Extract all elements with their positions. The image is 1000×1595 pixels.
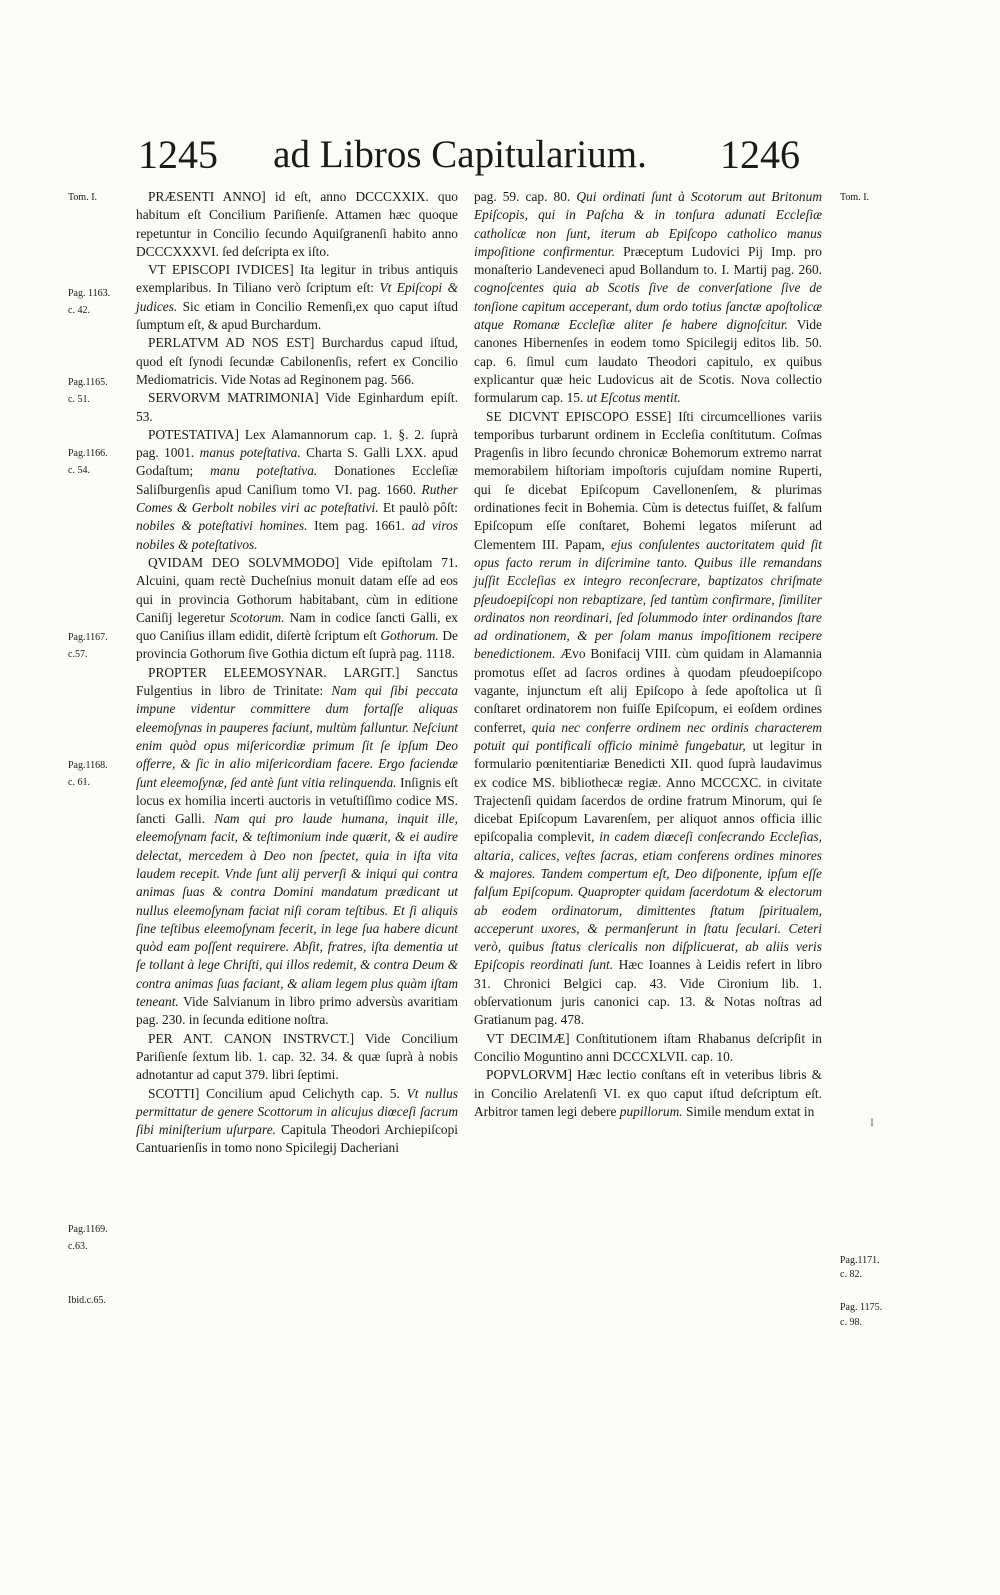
text-run: Hæc Ioannes à Leidis refert in libro 31. Chronici Belgici cap. 43. Vide Cironium lib. 1. obſervationum juris canonici cap. 13. & Notas noſtras ad Gratianum pag. 478. <box>474 957 822 1028</box>
page-header <box>120 130 800 180</box>
text-run: Nam in codice ſancti Galli, ex quo Caniſius illam edidit, diſertè ſcriptum eſt <box>136 609 458 644</box>
margin-note: c. 51. <box>68 394 90 405</box>
italic-text: manus poteſtativa. <box>199 445 301 461</box>
text-run: Præceptum Ludovici Pij Imp. pro monaſterio Landeveneci apud Bollandum to. I. Martij pag. 260. <box>474 243 822 278</box>
paragraph <box>136 334 458 389</box>
italic-text: in cadem diœceſi conſecrando Eccleſias, altaria, calices, veſtes ſacras, etiam conferens ordines minores & majores. Tandem compertum eſt, Deo diſponente, ipſum eſſe falſum Epiſcopum. Quapropter quidam ſacerdotum & electorum ab eodem ordinatorum, dimittentes ſtatum ſpiritualem, acceperunt uxores, & permanſerunt in ſtatu ſeculari. Ceteri verò, quibus ſtatus clericalis non diſplicuerat, ab aliis veris Epiſcopis reordinati ſunt. <box>474 829 822 973</box>
paragraph <box>136 389 458 426</box>
page-number-right: 1246 <box>720 132 800 177</box>
margin-note: c.63. <box>68 1241 88 1252</box>
text-run: Vide Salvianum in libro primo adversùs avaritiam pag. 230. in ſecunda editione noſtra. <box>136 994 458 1028</box>
text-run: pag. 59. cap. 80. <box>474 189 577 204</box>
italic-text: nobiles & poteſtativi homines. <box>136 518 308 534</box>
italic-text: Gothorum. <box>380 628 439 644</box>
text-run: SERVORVM MATRIMONIA] Vide Eginhardum epiſt. 53. <box>136 390 458 424</box>
margin-note: Pag.1167. <box>68 632 108 643</box>
italic-text: Vt nullus permittatur de genere Scottorum in alicujus diœceſi ſacrum ſibi miniſterium uſurpare. <box>136 1085 458 1138</box>
text-run: PERLATVM AD NOS EST] Burchardus capud iſtud, quod eſt ſynodi ſecundæ Cabilonenſis, refert ex Concilio Mediomatricis. Vide Notas ad Reginonem pag. 566. <box>136 335 458 387</box>
paragraph <box>474 408 822 1030</box>
italic-text: ejus conſulentes auctoritatem quid ſit opus facto rerum in diſcrimine tanto. Quibus ille remandans juſſit Eccleſias ex integro reconſecrare, baptizatos chriſmate pſeudoepiſcopi non rebaptizare, ſed tantùm confirmare, ſimiliter ordinatos non reordinari, ſed ſolummodo inter ordinandos ſtare ad ordinationem, & per ſolam manus impoſitionem recipere benedictionem. <box>474 536 822 662</box>
text-run: POPVLORVM] Hæc lectio conſtans eſt in veteribus libris & in Concilio Arelatenſi VI. ex quo caput iſtud deſcriptum eſt. Arbitror tamen legi debere <box>474 1067 822 1119</box>
margin-note: Pag.1165. <box>68 377 108 388</box>
text-run: PER ANT. CANON INSTRVCT.] Vide Concilium Pariſienſe ſextum lib. 1. cap. 32. 34. & quæ ſuprà à nobis adnotantur ad caput 379. libri ſeptimi. <box>136 1030 458 1083</box>
margin-note: c. 42. <box>68 305 90 316</box>
text-run: Simile mendum extat in <box>682 1103 815 1119</box>
margin-note: Pag. 1163. <box>68 288 111 299</box>
italic-text: quia nec conferre ordinem nec ordinis characterem potuit qui pontificali officio minimè fungebatur, <box>474 719 823 753</box>
italic-text: Nam qui ſibi peccata impune videntur committere dum fortaſſe aliquas eleemoſynas in pauperes faciunt, multùm falluntur. Neſciunt enim quòd opus miſericordiæ primum ſit ſe ipſum Deo offerre, & ſic in alio miſericordiam facere. Ergo faciendæ ſunt eleemoſynæ, ſed antè ſunt vitia relinquenda. <box>136 683 458 790</box>
margin-note: c. 61. <box>68 777 90 788</box>
text-run: Inſignis eſt locus ex homilia incerti auctoris in vetuſtiſſimo codice MS. ſancti Galli. <box>136 774 459 827</box>
text-run: SE DICVNT EPISCOPO ESSE] Iſti circumcelliones variis temporibus turbarunt ordinem in Eccleſia conſtitutum. Coſmas Pragenſis in libro ſecundo chronicæ Bohemorum extremo narrat memorabilem hiſtoriam impoſtoris cujuſdam nomine Ruperti, qui ſe dicebat Epiſcopum Cavellonenſem, & plurimas ordinationes fecit in Bohemia. Cùm is detectus fuiſſet, & falſum Epiſcopum eſſe conſtaret, Bohemi legatos miſerunt ad Clementem III. Papam, <box>474 408 822 552</box>
text-run: Et paulò pôſt: <box>378 500 458 516</box>
paragraph <box>136 261 458 334</box>
margin-note: Ibid.c.65. <box>68 1295 107 1306</box>
italic-text: Nam qui pro laude humana, inquit ille, eleemoſynam facit, & teſtimonium inde quærit, & ei audire delectat, mercedem à Deo non ſpectet, quia in iſta vita laudem recepit. Vnde ſunt alij perverſi & iniqui qui contra animas ſuas & contra Domini mandatum prædicant ut nullus eleemoſynam faciat niſi coram teſtibus. Et ſi aliquis ſine teſtibus eleemoſynam fecerit, in lege ſua habere dicunt quòd eam poſſent requirere. Abſit, fratres, iſta dementia ut ſe tollant à lege Chriſti, qui illos redemit, & contra Deum & contra animas ſuas faciant, & aliam legem plus quàm iſtam teneant. <box>136 811 459 1010</box>
margin-note: Pag.1166. <box>68 448 108 459</box>
text-run: ut legitur in formulario pœnitentiariæ Benedicti XII. quod ſuprà laudavimus ex codice MS. bibliothecæ regiæ. Anno MCCCXC. in civitate Trajectenſi quidam ſacerdos de ordine fratrum Minorum, qui ſe dicebat Epiſcopum Lavarenſem, per aliquot annos officia illic epiſcopalia complevit, <box>474 737 822 845</box>
margin-note: c.57. <box>68 649 88 660</box>
right-text-column <box>474 188 822 1121</box>
italic-text: pupillorum. <box>619 1103 683 1119</box>
italic-text: Ruther Comes & Gerbolt nobiles viri ac poteſtativi. <box>136 481 458 516</box>
left-text-column <box>136 188 458 1158</box>
text-run: Sic etiam in Concilio Remenſi,ex quo caput iſtud ſumptum eſt, & apud Burchardum. <box>136 298 458 333</box>
text-run: SCOTTI] Concilium apud Celichyth cap. 5. <box>148 1085 407 1101</box>
text-run: Capitula Theodori Archiepiſcopi Cantuarienſis in tomo nono Spicilegij Dacheriani <box>136 1122 458 1156</box>
margin-note: Tom. I. <box>68 192 98 203</box>
paragraph <box>136 554 458 664</box>
paragraph <box>136 188 458 261</box>
text-run: PRÆSENTI ANNO] id eſt, anno DCCCXXIX. quo habitum eſt Concilium Pariſienſe. Attamen hæc quoque repetuntur in Concilio ſecundo Aquiſgranenſi habito anno DCCCXXXVI. ſed deſcripta ex iſto. <box>136 189 458 259</box>
paragraph <box>474 188 822 408</box>
margin-note: Tom. I. <box>840 192 870 203</box>
italic-text: ad viros nobiles & poteſtativos. <box>136 518 458 552</box>
text-run: VT EPISCOPI IVDICES] Ita legitur in tribus antiquis exemplaribus. In Tiliano verò ſcriptum eſt: <box>136 262 458 296</box>
text-run: VT DECIMÆ] Conſtitutionem iſtam Rhabanus deſcripſit in Concilio Moguntino anni DCCCXLVII. cap. 10. <box>474 1030 822 1064</box>
margin-note: c. 82. <box>840 1269 862 1280</box>
margin-note: Pag.1169. <box>68 1224 108 1235</box>
italic-text: Scotorum. <box>229 609 285 625</box>
paragraph <box>474 1066 822 1121</box>
text-run: POTESTATIVA] Lex Alamannorum cap. 1. §. 2. ſuprà pag. 1001. <box>136 426 458 461</box>
page-number-left: 1245 <box>138 132 218 177</box>
margin-note: Pag. 1175. <box>840 1302 883 1313</box>
margin-note: c. 54. <box>68 465 90 476</box>
paragraph <box>474 1030 822 1067</box>
italic-text: Qui ordinati ſunt à Scotorum aut Britonum Epiſcopis, qui in Paſcha & in tonſura adunati Eccleſiæ catholicæ non ſunt, iterum ab Epiſcopo catholico manus impoſitione confirmentur. <box>474 189 822 259</box>
italic-text: cognoſcentes quia ab Scotis ſive de converſatione ſive de tonſione capitum acceperant, dum ordo totius ſanctæ apoſtolicæ atque Romanæ Eccleſiæ aliter ſe habere dignoſcitur. <box>474 280 822 333</box>
text-run: Vide canones Hibernenſes in eodem tomo Spicilegij editos lib. 50. cap. 6. ſimul cum laudato Theodori capitulo, ex quibus explicantur quæ heic Ludovicus ait de Scotis. Nova collectio formularum cap. 15. <box>474 317 822 406</box>
running-title: ad Libros Capitularium. <box>273 133 647 176</box>
paragraph <box>136 1085 458 1158</box>
margin-note: Pag.1168. <box>68 760 108 771</box>
paragraph <box>136 664 458 1030</box>
paragraph <box>136 426 458 554</box>
stray-mark: I <box>870 1115 874 1129</box>
text-run: PROPTER ELEEMOSYNAR. LARGIT.] Sanctus Fulgentius in libro de Trinitate: <box>136 664 458 699</box>
text-run: De provincia Gothorum ſive Gothia dictum eſt ſuprà pag. 1118. <box>136 628 458 662</box>
text-run: Donationes Eccleſiæ Saliſburgenſis apud Caniſium tomo VI. pag. 1660. <box>136 463 458 497</box>
italic-text: ut Eſcotus mentit. <box>586 390 681 406</box>
text-run: Ævo Bonifacij VIII. cùm quidam in Alamannia promotus eſſet ad ſacros ordines à quodam pſeudoepiſcopo vagante, injunctum eſt alij Epiſcopo à ſede apoſtolica ut ſi conſtaret ordinatorem non fuiſſe Epiſcopum, ei eoſdem ordines conferret, <box>474 646 822 735</box>
text-run: QVIDAM DEO SOLVMMODO] Vide epiſtolam 71. Alcuini, quam rectè Ducheſnius monuit datam eſſe ad eos qui in provincia Gothorum habitabant, cùm in editione Caniſij legeretur <box>136 554 458 625</box>
text-run: Item pag. 1661. <box>307 518 412 534</box>
margin-note: c. 98. <box>840 1317 862 1328</box>
margin-note: Pag.1171. <box>840 1255 880 1266</box>
text-run: Charta S. Galli LXX. apud Godaſtum; <box>136 445 458 479</box>
italic-text: Vt Epiſcopi & judices. <box>136 280 458 314</box>
italic-text: manu poteſtativa. <box>210 463 318 479</box>
paragraph <box>136 1030 458 1085</box>
